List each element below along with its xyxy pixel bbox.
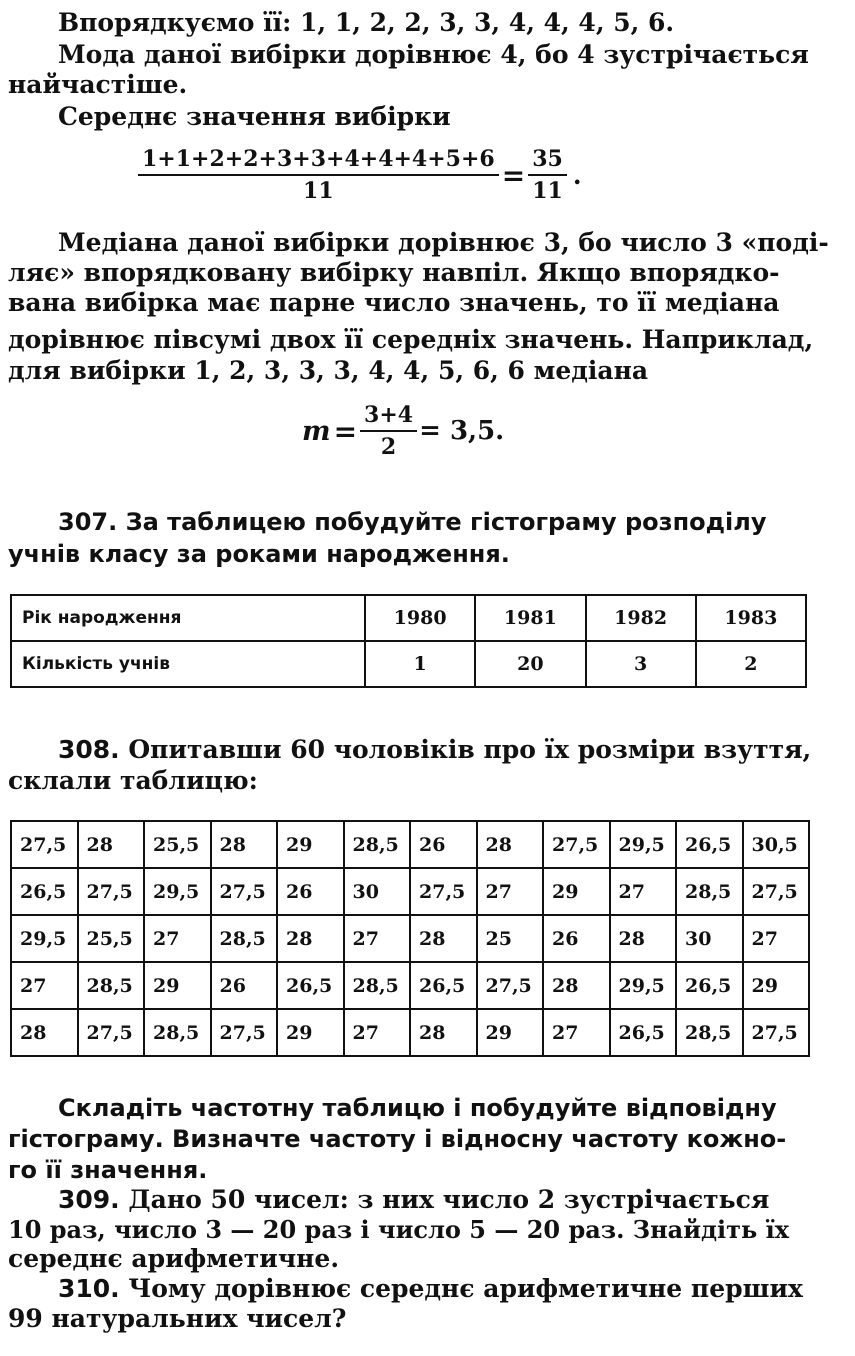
shoe-size-cell: 28 [610, 915, 677, 962]
median-line-1: Медіана даної вибірки дорівнює 3, бо число 3 «поді- [58, 228, 829, 257]
shoe-size-cell: 27,5 [211, 868, 278, 915]
shoe-size-cell: 30 [344, 868, 411, 915]
shoe-size-cell: 27,5 [11, 821, 78, 868]
shoe-size-row [11, 962, 809, 1009]
birth-year-table [10, 594, 807, 688]
median-formula [302, 402, 504, 460]
shoe-size-cell: 27,5 [78, 1009, 145, 1056]
mean-denominator: 11 [303, 178, 334, 204]
task-307-line-2: учнів класу за роками народження. [8, 540, 510, 568]
shoe-size-cell: 29 [277, 821, 344, 868]
shoe-size-cell: 27 [743, 915, 810, 962]
shoe-size-cell: 27 [144, 915, 211, 962]
task-308-after-3: го її значення. [8, 1156, 208, 1184]
shoe-size-cell: 29 [743, 962, 810, 1009]
mean-result-denominator: 11 [532, 178, 563, 204]
shoe-size-cell: 30 [676, 915, 743, 962]
student-count-header: Кількість учнів [11, 641, 365, 687]
shoe-size-cell: 28 [410, 1009, 477, 1056]
median-line-5: для вибірки 1, 2, 3, 3, 3, 4, 4, 5, 6, 6 медіана [8, 356, 649, 385]
shoe-size-cell: 27,5 [543, 821, 610, 868]
task-309-line-1: 309. Дано 50 чисел: з них число 2 зустрічається [58, 1185, 770, 1214]
shoe-size-cell: 27 [477, 868, 544, 915]
shoe-size-cell: 26,5 [277, 962, 344, 1009]
shoe-size-cell: 26 [277, 868, 344, 915]
birth-year-row [11, 595, 806, 641]
shoe-size-cell: 28,5 [676, 1009, 743, 1056]
shoe-size-cell: 30,5 [743, 821, 810, 868]
task-307-number: 307. [58, 508, 118, 536]
mean-numerator: 1+1+2+2+3+3+4+4+4+5+6 [138, 146, 499, 176]
birth-year-header: Рік народження [11, 595, 365, 641]
median-line-4: дорівнює півсумі двох її середніх значень. Наприклад, [8, 325, 814, 354]
task-310-line-1: 310. Чому дорівнює середнє арифметичне перших [58, 1274, 803, 1303]
task-308-line-2: склали таблицю: [8, 766, 258, 795]
mean-result-numerator: 35 [528, 146, 567, 176]
shoe-size-cell: 28 [78, 821, 145, 868]
shoe-size-cell: 26 [211, 962, 278, 1009]
task-307-line-1: 307. За таблицею побудуйте гістограму розподілу [58, 508, 767, 536]
shoe-size-row [11, 915, 809, 962]
shoe-size-cell: 28 [477, 821, 544, 868]
shoe-size-cell: 27 [11, 962, 78, 1009]
shoe-size-cell: 28,5 [344, 821, 411, 868]
shoe-size-cell: 27,5 [410, 868, 477, 915]
shoe-size-cell: 28 [11, 1009, 78, 1056]
shoe-size-cell: 29 [477, 1009, 544, 1056]
shoe-size-cell: 26 [410, 821, 477, 868]
shoe-size-cell: 27 [344, 915, 411, 962]
shoe-size-cell: 29,5 [610, 962, 677, 1009]
intro-line-3: найчастіше. [8, 70, 188, 99]
shoe-size-cell: 29,5 [11, 915, 78, 962]
shoe-size-cell: 25,5 [144, 821, 211, 868]
year-cell: 1980 [365, 595, 475, 641]
shoe-size-cell: 26,5 [610, 1009, 677, 1056]
shoe-size-cell: 28 [277, 915, 344, 962]
shoe-size-cell: 29,5 [610, 821, 677, 868]
median-symbol: m [302, 415, 331, 447]
shoe-size-cell: 29 [144, 962, 211, 1009]
student-count-row [11, 641, 806, 687]
shoe-size-cell: 28,5 [344, 962, 411, 1009]
task-310-number: 310. [58, 1274, 120, 1303]
year-cell: 1982 [586, 595, 696, 641]
year-cell: 1981 [475, 595, 585, 641]
shoe-size-cell: 27 [344, 1009, 411, 1056]
shoe-size-cell: 26,5 [410, 962, 477, 1009]
shoe-size-cell: 26,5 [676, 962, 743, 1009]
mean-dot: . [572, 160, 582, 190]
task-310-line-2: 99 натуральних чисел? [8, 1304, 347, 1333]
mean-formula [138, 146, 582, 204]
task-308-line-1: 308. Опитавши 60 чоловіків про їх розміри взуття, [58, 735, 812, 764]
shoe-size-cell: 25,5 [78, 915, 145, 962]
median-result: = 3,5. [419, 416, 505, 446]
median-fraction [360, 402, 417, 460]
shoe-size-cell: 27,5 [211, 1009, 278, 1056]
intro-line-1: Впорядкуємо її: 1, 1, 2, 2, 3, 3, 4, 4, 4, 5, 6. [58, 8, 675, 37]
shoe-size-cell: 25 [477, 915, 544, 962]
median-numerator: 3+4 [360, 402, 417, 432]
shoe-size-cell: 29 [277, 1009, 344, 1056]
count-cell: 3 [586, 641, 696, 687]
task-309-number: 309. [58, 1185, 120, 1214]
shoe-size-cell: 28,5 [78, 962, 145, 1009]
shoe-size-cell: 28,5 [676, 868, 743, 915]
shoe-size-row [11, 868, 809, 915]
mean-result-fraction [528, 146, 567, 204]
shoe-size-table [10, 820, 810, 1057]
shoe-size-cell: 26 [543, 915, 610, 962]
shoe-size-cell: 27 [610, 868, 677, 915]
count-cell: 1 [365, 641, 475, 687]
shoe-size-cell: 27,5 [743, 868, 810, 915]
median-line-3: вана вибірка має парне число значень, то її медіана [8, 288, 780, 317]
shoe-size-cell: 27,5 [743, 1009, 810, 1056]
shoe-size-cell: 28 [211, 821, 278, 868]
shoe-size-cell: 28,5 [211, 915, 278, 962]
count-cell: 20 [475, 641, 585, 687]
shoe-size-cell: 27,5 [477, 962, 544, 1009]
mean-equals: = [501, 158, 526, 192]
task-309-line-3: середнє арифметичне. [8, 1244, 340, 1273]
task-309-line-2: 10 раз, число 3 — 20 раз і число 5 — 20 раз. Знайдіть їх [8, 1215, 790, 1244]
shoe-size-cell: 29 [543, 868, 610, 915]
shoe-size-cell: 26,5 [676, 821, 743, 868]
shoe-size-cell: 27,5 [78, 868, 145, 915]
shoe-size-cell: 28,5 [144, 1009, 211, 1056]
shoe-size-row [11, 1009, 809, 1056]
shoe-size-cell: 29,5 [144, 868, 211, 915]
shoe-size-cell: 28 [410, 915, 477, 962]
year-cell: 1983 [696, 595, 806, 641]
shoe-size-row [11, 821, 809, 868]
intro-line-4: Середнє значення вибірки [58, 102, 451, 131]
median-line-2: ляє» впорядковану вибірку навпіл. Якщо впорядко- [8, 258, 780, 287]
task-308-number: 308. [58, 735, 120, 764]
shoe-size-cell: 28 [543, 962, 610, 1009]
intro-line-2: Мода даної вибірки дорівнює 4, бо 4 зустрічається [58, 40, 809, 69]
median-denominator: 2 [380, 434, 397, 460]
median-equals: = [333, 414, 358, 448]
mean-fraction [138, 146, 499, 204]
task-308-after-2: гістограму. Визначте частоту і відносну частоту кожно- [8, 1125, 787, 1153]
shoe-size-cell: 27 [543, 1009, 610, 1056]
task-308-after-1: Складіть частотну таблицю і побудуйте відповідну [58, 1094, 777, 1122]
count-cell: 2 [696, 641, 806, 687]
shoe-size-cell: 26,5 [11, 868, 78, 915]
